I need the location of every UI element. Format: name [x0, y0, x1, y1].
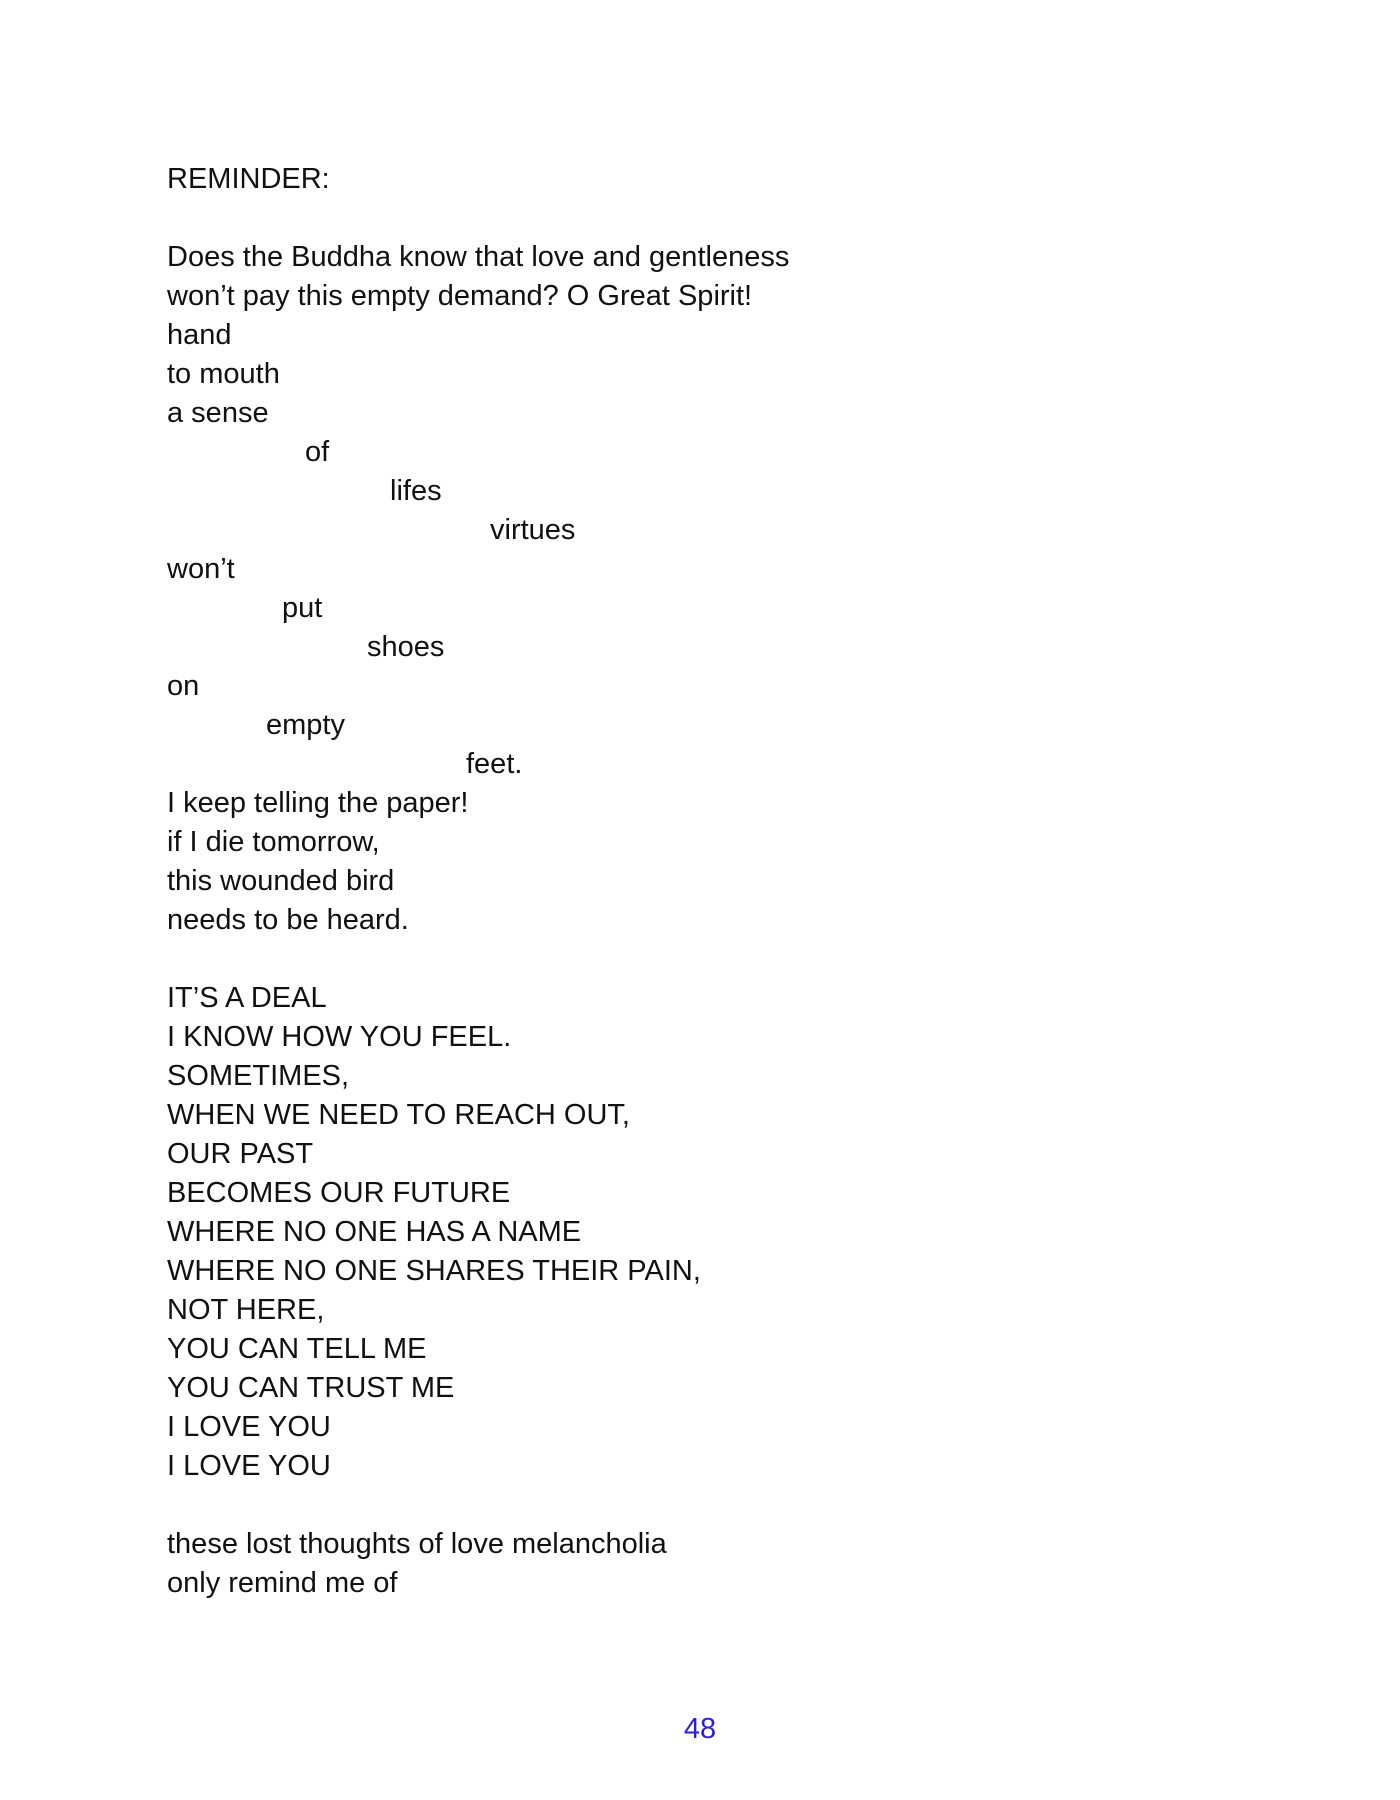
stanza-break — [167, 1486, 1167, 1525]
poem-heading: REMINDER: — [167, 163, 330, 195]
poem-line-caps: I LOVE YOU — [167, 1411, 331, 1443]
poem-line: these lost thoughts of love melancholia — [167, 1528, 667, 1560]
poem-line-caps: I KNOW HOW YOU FEEL. — [167, 1021, 512, 1053]
poem-line-caps: WHEN WE NEED TO REACH OUT, — [167, 1099, 630, 1131]
poem-line-indented: put — [282, 592, 323, 624]
poem-line: won’t pay this empty demand? O Great Spirit! — [167, 280, 753, 312]
poem-line-indented: empty — [266, 709, 345, 741]
poem-line: on — [167, 670, 200, 702]
poem-line-caps: SOMETIMES, — [167, 1060, 350, 1092]
poem-line: hand — [167, 319, 232, 351]
poem-line-indented: shoes — [367, 631, 445, 663]
poem-line-caps: NOT HERE, — [167, 1294, 325, 1326]
poem-line-indented: virtues — [490, 514, 576, 546]
poem-line: this wounded bird — [167, 865, 395, 897]
poem-line-indented: feet. — [466, 748, 523, 780]
poem-line: I keep telling the paper! — [167, 787, 469, 819]
poem-line: only remind me of — [167, 1567, 398, 1599]
poem-line: needs to be heard. — [167, 904, 409, 936]
poem-line-caps: OUR PAST — [167, 1138, 314, 1170]
poem-line-caps: I LOVE YOU — [167, 1450, 331, 1482]
poem-line-caps: YOU CAN TELL ME — [167, 1333, 427, 1365]
poem-line-indented: lifes — [390, 475, 442, 507]
stanza-break — [167, 940, 1167, 979]
poem-line-caps: YOU CAN TRUST ME — [167, 1372, 455, 1404]
poem-line-caps: BECOMES OUR FUTURE — [167, 1177, 511, 1209]
poem-line: to mouth — [167, 358, 280, 390]
poem-line-caps: IT’S A DEAL — [167, 982, 327, 1014]
poem-line: won’t — [167, 553, 235, 585]
poem-line-caps: WHERE NO ONE SHARES THEIR PAIN, — [167, 1255, 701, 1287]
poem-line: a sense — [167, 397, 269, 429]
poem-body — [167, 160, 1167, 1603]
poem-line-caps: WHERE NO ONE HAS A NAME — [167, 1216, 582, 1248]
poem-line-indented: of — [305, 436, 330, 468]
poem-line: if I die tomorrow, — [167, 826, 380, 858]
page-number: 48 — [683, 1713, 717, 1745]
poem-line: Does the Buddha know that love and gentleness — [167, 241, 790, 273]
stanza-break — [167, 199, 1167, 238]
